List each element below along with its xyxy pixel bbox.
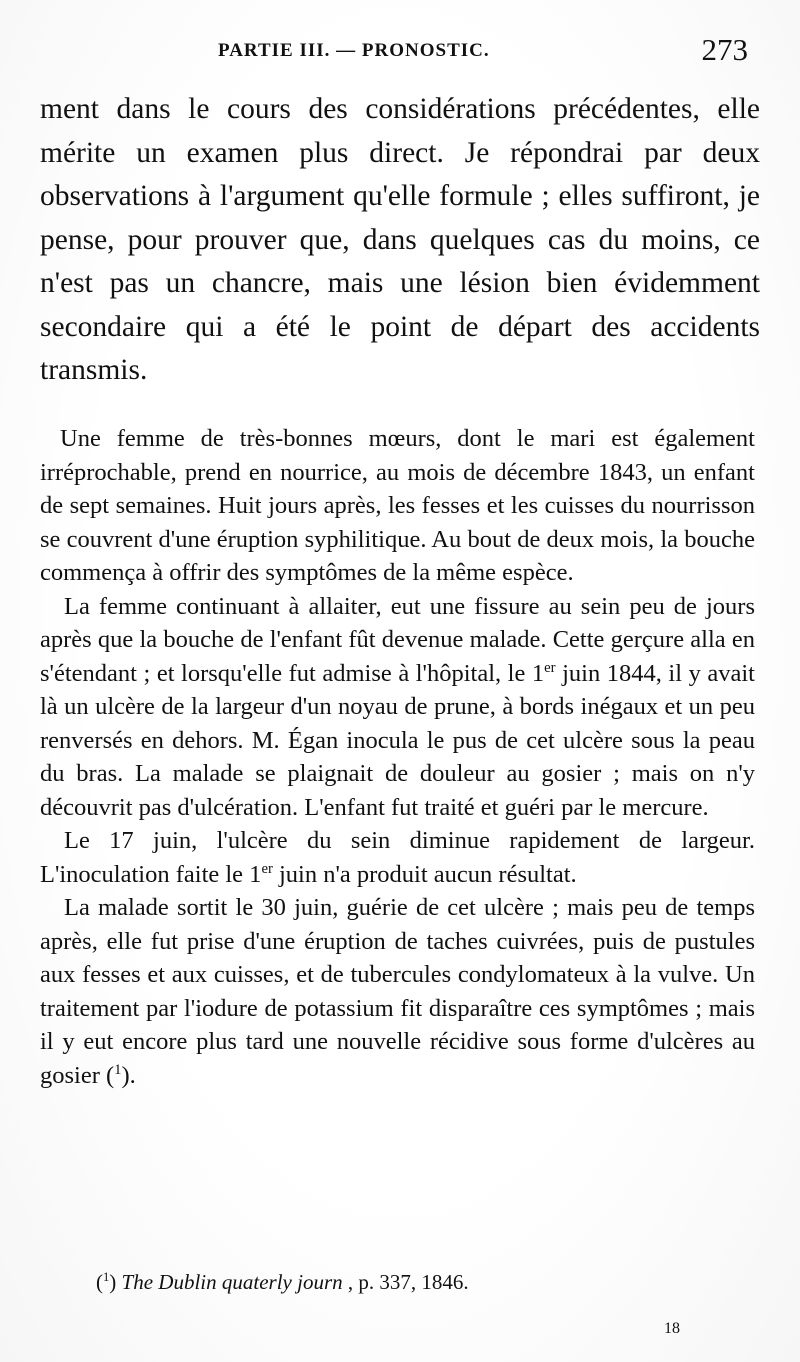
superscript: er (544, 659, 556, 676)
continued-paragraph (40, 88, 760, 393)
case-observation (40, 422, 755, 1092)
page-header (0, 30, 800, 70)
signature-mark: 18 (664, 1320, 680, 1337)
footnote-reference: 1 (114, 1061, 122, 1078)
running-title: PARTIE III. — PRONOSTIC. (218, 40, 490, 61)
paragraph-text: juin 1844, il y avait là un ulcère de la largeur d'un noyau de prune, à bords inégaux et un peu renversés en dehors. M. Égan inocula le pus de cet ulcère sous la peau du bras. La malade se plaignait de douleur au gosier ; mais on n'y découvrit pas d'ulcération. L'enfant fut traité et guéri par le mercure. (40, 659, 755, 821)
paragraph-text: ment dans le cours des considérations précédentes, elle mérite un examen plus direct. Je répondrai par deux observations à l'argument qu'elle formule ; elles suffiront, je pense, pour prouver que, dans quelques cas du moins, ce n'est pas un chancre, mais une lésion bien évidemment secondaire qui a été le point de départ des accidents transmis. (40, 93, 760, 386)
paragraph-text: La femme continuant à allaiter, eut une fissure au sein peu de jours après que la bouche de l'enfant fût devenue malade. Cette gerçure alla en s'étendant ; et lorsqu'elle fut admise à l'hôpital, le 1 (40, 592, 755, 687)
observation-paragraph-2 (40, 590, 755, 825)
superscript: er (261, 860, 273, 877)
footnote-marker: 1 (103, 1270, 110, 1284)
observation-paragraph-3 (40, 824, 755, 891)
page-number: 273 (701, 32, 748, 67)
paragraph-text: La malade sortit le 30 juin, guérie de cet ulcère ; mais peu de temps après, elle fut prise d'une éruption de taches cuivrées, puis de pustules aux fesses et aux cuisses, et de tubercules condylomateux à la vulve. Un traitement par l'iodure de potassium fit disparaître ces symptômes ; mais il y eut encore plus tard une nouvelle récidive sous forme d'ulcères au gosier ( (40, 894, 755, 1089)
footnote: ($^1$) The Dublin quaterly journ , p. 337, 1846. (96, 1270, 469, 1294)
footnote-citation: , p. 337, 1846. (342, 1270, 469, 1294)
paragraph-text: juin n'a produit aucun résultat. (272, 860, 577, 888)
observation-paragraph-1: Une femme de très-bonnes mœurs, dont le mari est également irréprochable, prend en nourrice, au mois de décembre 1843, un enfant de sept semaines. Huit jours après, les fesses et les cuisses du nourrisson se couvrent d'une éruption syphilitique. Au bout de deux mois, la bouche commença à offrir des symptômes de la même espèce. (40, 425, 755, 586)
paragraph-text: Le 17 juin, l'ulcère du sein diminue rapidement de largeur. L'inoculation faite le 1 (40, 827, 755, 888)
paragraph-text: ). (121, 1061, 136, 1089)
observation-paragraph-4 (40, 891, 755, 1092)
footnote-source: The Dublin quaterly journ (121, 1270, 343, 1294)
